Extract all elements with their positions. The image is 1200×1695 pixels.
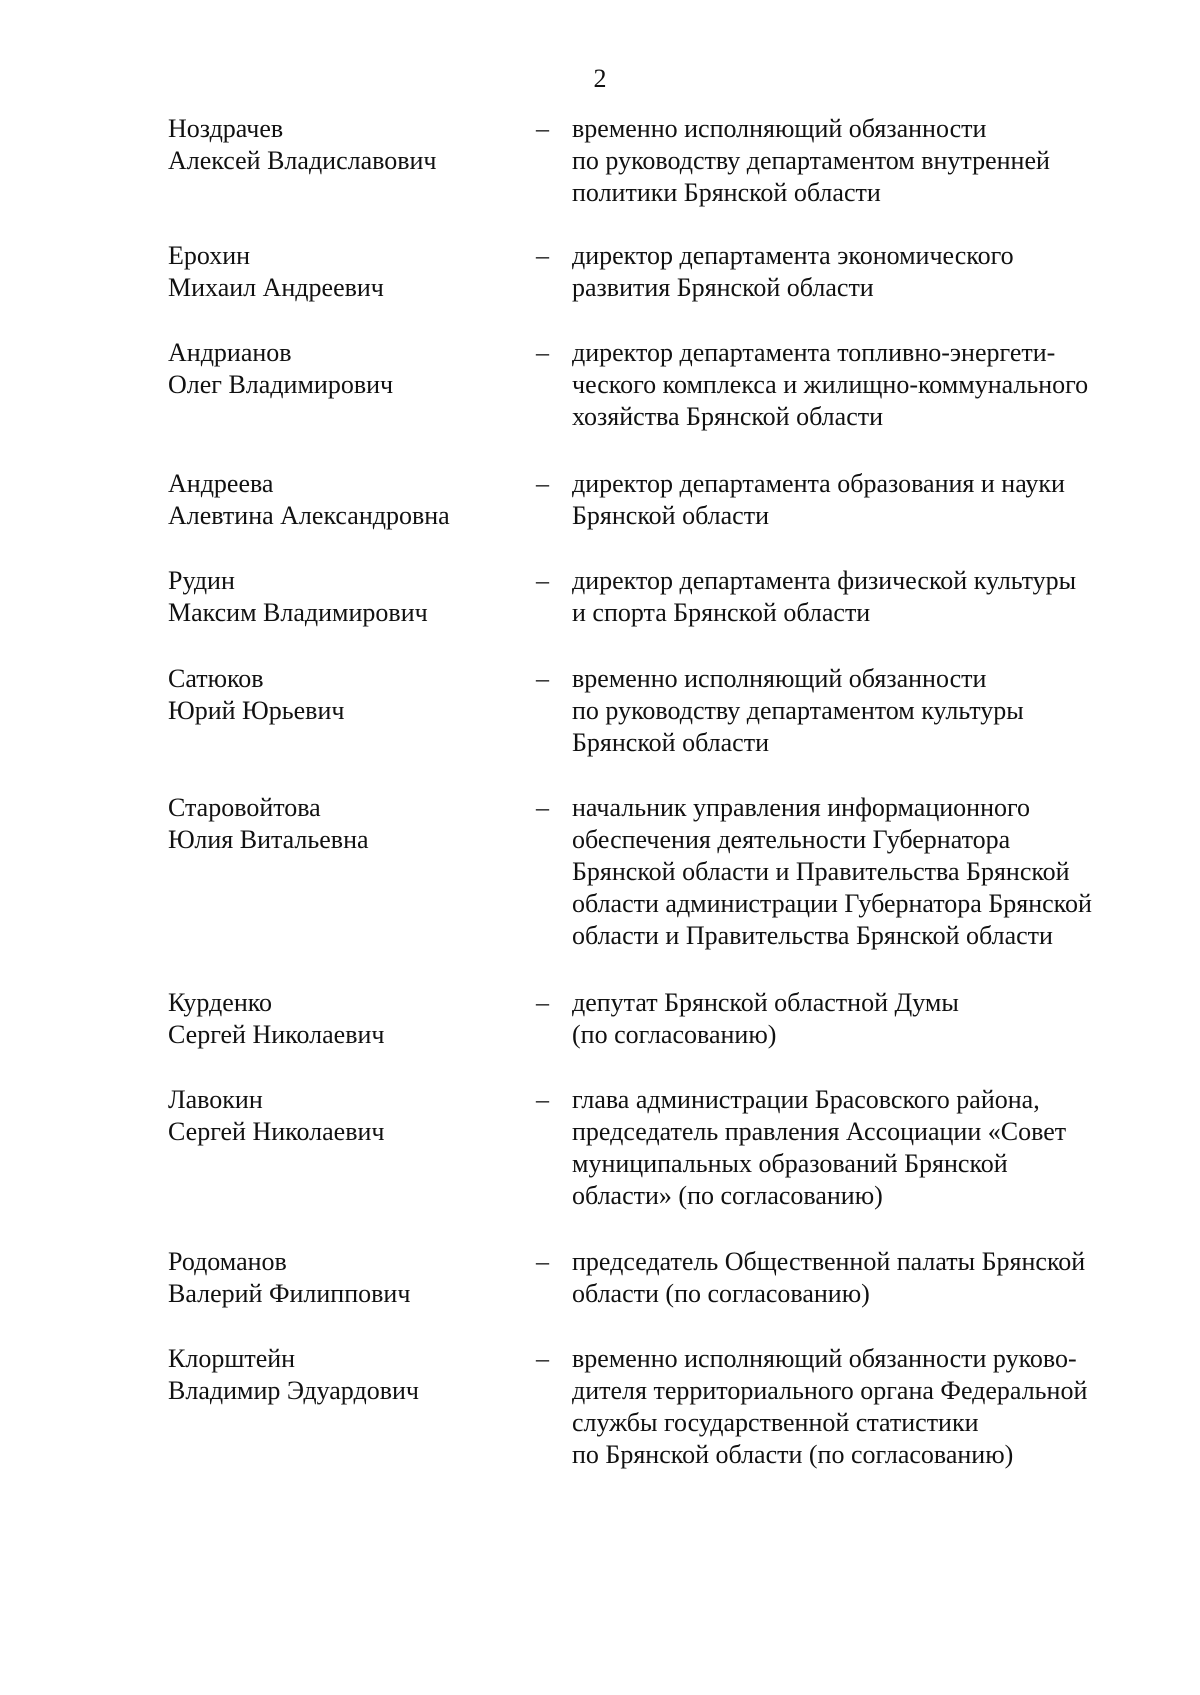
member-position-line: Брянской области и Правительства Брянской: [572, 857, 1070, 886]
member-position-line: временно исполняющий обязанности: [572, 114, 987, 143]
member-position-line: глава администрации Брасовского района,: [572, 1085, 1040, 1114]
member-position: [572, 240, 1172, 304]
dash-separator: –: [536, 664, 549, 693]
member-position-line: Брянской области: [572, 728, 769, 757]
member-given-names: Алевтина Александровна: [168, 501, 450, 530]
member-name: [168, 1084, 528, 1148]
member-given-names: Михаил Андреевич: [168, 273, 384, 302]
member-position-line: директор департамента топливно-энергети-: [572, 338, 1056, 367]
member-surname: Андреева: [168, 469, 274, 498]
member-surname: Рудин: [168, 566, 235, 595]
member-given-names: Олег Владимирович: [168, 370, 394, 399]
member-given-names: Максим Владимирович: [168, 598, 428, 627]
member-name: [168, 240, 528, 304]
member-position-line: директор департамента экономического: [572, 241, 1014, 270]
member-position-line: и спорта Брянской области: [572, 598, 871, 627]
member-position-line: области (по согласованию): [572, 1279, 870, 1308]
member-surname: Старовойтова: [168, 793, 321, 822]
member-surname: Ерохин: [168, 241, 251, 270]
dash-separator: –: [536, 1247, 549, 1276]
member-position: [572, 792, 1172, 952]
member-given-names: Сергей Николаевич: [168, 1020, 385, 1049]
member-position-line: области» (по согласованию): [572, 1181, 883, 1210]
member-name: [168, 792, 528, 856]
member-position-line: начальник управления информационного: [572, 793, 1031, 822]
member-position-line: Брянской области: [572, 501, 769, 530]
member-given-names: Юлия Витальевна: [168, 825, 369, 854]
dash-separator: –: [536, 338, 549, 367]
member-name: [168, 565, 528, 629]
member-position: [572, 987, 1172, 1051]
dash-separator: –: [536, 1085, 549, 1114]
member-name: [168, 337, 528, 401]
member-position-line: обеспечения деятельности Губернатора: [572, 825, 1011, 854]
member-position-line: (по согласованию): [572, 1020, 777, 1049]
member-position: [572, 663, 1172, 759]
member-surname: Клорштейн: [168, 1344, 296, 1373]
member-position-line: по руководству департаментом культуры: [572, 696, 1024, 725]
member-position-line: по руководству департаментом внутренней: [572, 146, 1050, 175]
member-surname: Родоманов: [168, 1247, 287, 1276]
member-position-line: политики Брянской области: [572, 178, 881, 207]
member-given-names: Алексей Владиславович: [168, 146, 437, 175]
member-name: [168, 468, 528, 532]
member-position: [572, 337, 1172, 433]
member-position-line: временно исполняющий обязанности руково-: [572, 1344, 1077, 1373]
member-position-line: директор департамента образования и науки: [572, 469, 1065, 498]
dash-separator: –: [536, 241, 549, 270]
member-position-line: депутат Брянской областной Думы: [572, 988, 959, 1017]
member-position-line: дителя территориального органа Федеральной: [572, 1376, 1088, 1405]
member-given-names: Сергей Николаевич: [168, 1117, 385, 1146]
member-name: [168, 1246, 528, 1310]
member-position-line: временно исполняющий обязанности: [572, 664, 987, 693]
dash-separator: –: [536, 114, 549, 143]
member-position: [572, 1343, 1172, 1471]
member-position-line: развития Брянской области: [572, 273, 874, 302]
member-name: [168, 113, 528, 177]
member-position-line: директор департамента физической культуры: [572, 566, 1077, 595]
member-position-line: хозяйства Брянской области: [572, 402, 884, 431]
dash-separator: –: [536, 793, 549, 822]
member-name: [168, 663, 528, 727]
member-position-line: области и Правительства Брянской области: [572, 921, 1053, 950]
dash-separator: –: [536, 469, 549, 498]
member-position: [572, 565, 1172, 629]
member-name: [168, 1343, 528, 1407]
dash-separator: –: [536, 988, 549, 1017]
member-surname: Сатюков: [168, 664, 264, 693]
member-surname: Ноздрачев: [168, 114, 284, 143]
member-position-line: ческого комплекса и жилищно-коммунального: [572, 370, 1089, 399]
member-given-names: Валерий Филиппович: [168, 1279, 411, 1308]
member-position-line: области администрации Губернатора Брянской: [572, 889, 1092, 918]
member-given-names: Владимир Эдуардович: [168, 1376, 419, 1405]
dash-separator: –: [536, 566, 549, 595]
member-position-line: председатель Общественной палаты Брянской: [572, 1247, 1086, 1276]
member-surname: Андрианов: [168, 338, 292, 367]
member-surname: Лавокин: [168, 1085, 263, 1114]
member-given-names: Юрий Юрьевич: [168, 696, 345, 725]
member-position: [572, 1084, 1172, 1212]
member-position: [572, 468, 1172, 532]
member-position-line: председатель правления Ассоциации «Совет: [572, 1117, 1067, 1146]
member-position: [572, 1246, 1172, 1310]
member-name: [168, 987, 528, 1051]
dash-separator: –: [536, 1344, 549, 1373]
member-surname: Курденко: [168, 988, 273, 1017]
member-position-line: муниципальных образований Брянской: [572, 1149, 1008, 1178]
member-position-line: службы государственной статистики: [572, 1408, 979, 1437]
member-position: [572, 113, 1172, 209]
member-position-line: по Брянской области (по согласованию): [572, 1440, 1014, 1469]
page-number: 2: [593, 64, 607, 93]
